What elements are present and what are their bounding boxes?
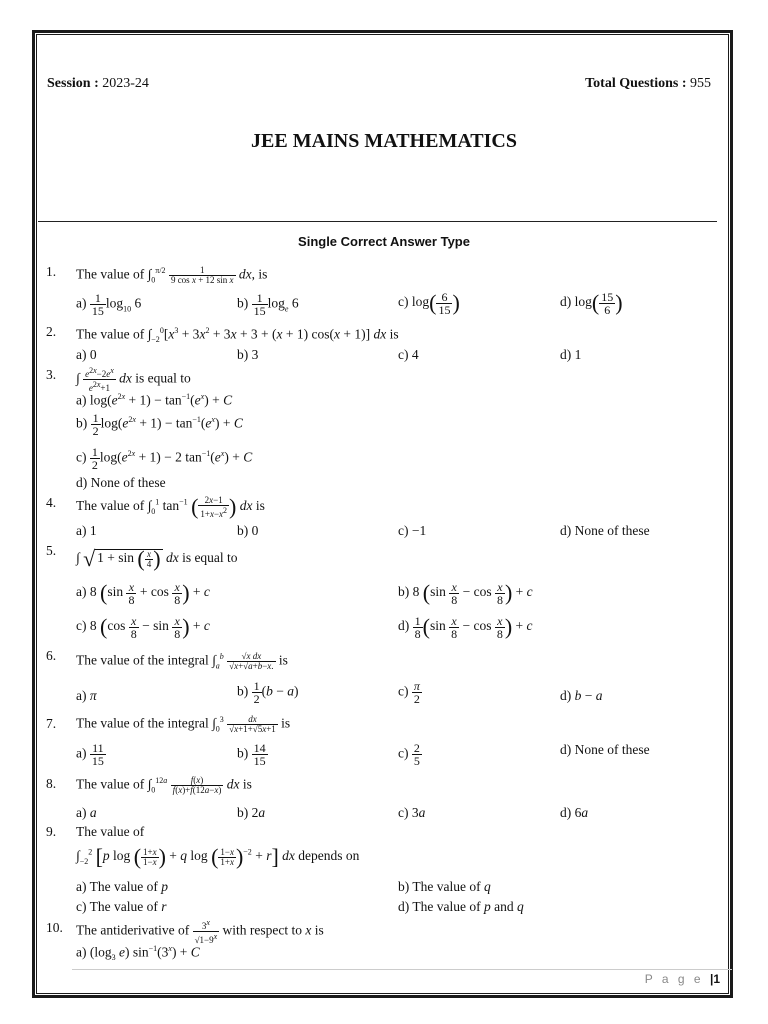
question-2-text: The value of $\int_{-2}^0[x^3 + 3x^2 + 3x + 3 + (x + 1) \cos(x + 1)]$ dx is	[76, 326, 399, 345]
option-3d[interactable]: d) None of these	[76, 475, 166, 490]
question-3-text: ∫ $\frac{e^{2x}-2e^x}{e^{2x}+1}$ dx is equal to	[76, 366, 191, 393]
option-7c[interactable]: c) $\frac{2}{5}$	[398, 741, 420, 768]
question-4-text: The value of $\int_0^1$ $\tan^{-1}$ ( $\frac{2x-1}{1+x-x^2}$ ) dx is	[76, 494, 265, 519]
question-5-text: ∫ √ 1 + sin ( $\frac{x}{4}$ ) dx is equal to	[76, 546, 238, 571]
page-title: JEE MAINS MATHEMATICS	[251, 130, 517, 152]
option-5a[interactable]: a) 8 (sin $\frac{x}{8}$ + cos $\frac{x}{8}$ ) + c	[76, 579, 210, 607]
footer-divider	[72, 969, 732, 970]
question-1-text: The value of $\int_0^{\pi/2}$ $\frac{1}{\text{9 cos x + 12 sin x}}$ dx, is	[76, 265, 268, 285]
option-7a[interactable]: a) $\frac{11}{15}$	[76, 741, 104, 768]
option-2c[interactable]: c) 4	[398, 347, 419, 362]
question-number: 1.	[46, 264, 57, 279]
option-4b[interactable]: b) 0	[237, 523, 259, 538]
option-3a[interactable]: a) $\log(e^{2x} + 1) - \tan^{-1}(e^x) + C$	[76, 392, 233, 408]
question-number: 5.	[46, 543, 57, 558]
total-questions: Total Questions : 955	[585, 76, 711, 91]
question-8-text: The value of $\int_0^{12a}$ $\frac{f(x)}{f(x)+f(12a-x)}$ dx is	[76, 775, 252, 795]
option-1c[interactable]: c) log( $\frac{6}{15}$ )	[398, 289, 460, 317]
title-divider	[38, 221, 717, 222]
option-2b[interactable]: b) 3	[237, 347, 259, 362]
option-1b[interactable]: b) $\frac{1}{15}$ $\log_e 6$	[237, 291, 299, 318]
question-number: 10.	[46, 920, 63, 935]
question-number: 3.	[46, 367, 57, 382]
option-6b[interactable]: b) $\frac{1}{2}$ (b − a)	[237, 679, 299, 706]
option-5c[interactable]: c) 8 (cos $\frac{x}{8}$ − sin $\frac{x}{8}$ ) + c	[76, 613, 210, 641]
option-2d[interactable]: d) 1	[560, 347, 582, 362]
question-number: 8.	[46, 776, 57, 791]
option-6c[interactable]: c) $\frac{\pi}{2}$	[398, 679, 420, 706]
question-number: 2.	[46, 324, 57, 339]
option-8d[interactable]: d) 6a	[560, 805, 589, 820]
option-9a[interactable]: a) The value of p	[76, 879, 168, 894]
option-8b[interactable]: b) 2a	[237, 805, 266, 820]
option-1d[interactable]: d) log( $\frac{15}{6}$ )	[560, 289, 623, 317]
option-9b[interactable]: b) The value of q	[398, 879, 491, 894]
option-7d[interactable]: d) None of these	[560, 742, 650, 757]
question-number: 7.	[46, 716, 57, 731]
question-7-text: The value of the integral $\int_0^3$ $\frac{dx}{√x+1+√5x+1}$ is	[76, 714, 291, 734]
option-9d[interactable]: d) The value of p and q	[398, 899, 524, 914]
option-9c[interactable]: c) The value of r	[76, 899, 167, 914]
question-9-text-line1: The value of	[76, 824, 145, 839]
option-3c[interactable]: c) $\frac{1}{2}$ $\log(e^{2x} + 1) - 2$ $\tan^{-1}(e^x) + C$	[76, 445, 253, 472]
option-1a[interactable]: a) $\frac{1}{15}$ $\log_{10} 6$	[76, 291, 142, 318]
question-10-text: The antiderivative of $\frac{3^x}{√1-9^x}$ with respect to x is	[76, 918, 324, 945]
section-subtitle: Single Correct Answer Type	[298, 234, 470, 249]
option-4a[interactable]: a) 1	[76, 523, 97, 538]
option-8c[interactable]: c) 3a	[398, 805, 426, 820]
option-4c[interactable]: c) −1	[398, 523, 427, 538]
session-info: Session : 2023-24	[47, 76, 149, 91]
option-8a[interactable]: a) a	[76, 805, 97, 820]
question-number: 6.	[46, 648, 57, 663]
page-footer: P a g e |1	[644, 972, 720, 986]
option-5d[interactable]: d) $\frac{1}{8}$ (sin $\frac{x}{8}$ − cos $\frac{x}{8}$ ) + c	[398, 613, 533, 641]
question-number: 4.	[46, 495, 57, 510]
option-2a[interactable]: a) 0	[76, 347, 97, 362]
option-7b[interactable]: b) $\frac{14}{15}$	[237, 741, 266, 768]
question-9-text-line2: $\int_{-2}^2$ [p log ( $\frac{1+x}{1-x}$ ) + q log ( $\frac{1-x}{1+x}$ )$^{-2}$ + r] dx depends on	[76, 844, 360, 869]
option-6d[interactable]: d) b − a	[560, 688, 603, 703]
option-5b[interactable]: b) 8 (sin $\frac{x}{8}$ − cos $\frac{x}{8}$ ) + c	[398, 579, 533, 607]
question-number: 9.	[46, 824, 57, 839]
option-3b[interactable]: b) $\frac{1}{2}$ $\log(e^{2x} + 1) - \tan^{-1}(e^x) + C$	[76, 411, 243, 438]
option-4d[interactable]: d) None of these	[560, 523, 650, 538]
question-6-text: The value of the integral $\int_a^b$ $\frac{\text{√x dx}}{√x+√a+b-x.}$ is	[76, 651, 288, 671]
option-10a[interactable]: a) ($\log_3$ e) $\sin^{-1}(3^x) + C$	[76, 944, 200, 963]
option-6a[interactable]: a) π	[76, 688, 97, 703]
